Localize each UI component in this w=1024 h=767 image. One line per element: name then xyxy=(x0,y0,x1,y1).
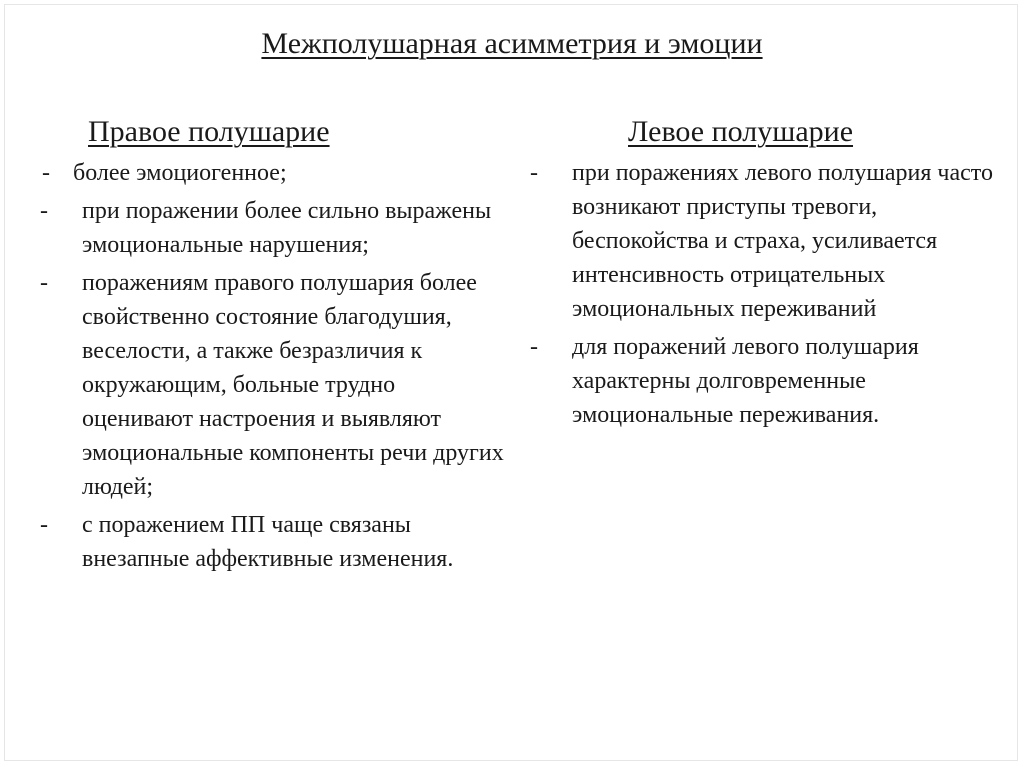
list-item-text: с поражением ПП чаще связаны внезапные аффективные изменения. xyxy=(82,512,454,572)
bullet-dash: - xyxy=(42,160,50,186)
list-item xyxy=(40,508,510,576)
list-item xyxy=(40,156,510,190)
slide-title-text: Межполушарная асимметрия и эмоции xyxy=(261,27,763,60)
bullet-dash: - xyxy=(40,270,48,296)
right-hemisphere-heading xyxy=(88,113,330,151)
bullet-dash: - xyxy=(530,160,538,186)
slide-title xyxy=(0,24,1024,64)
list-item xyxy=(40,266,510,504)
list-item-text: при поражении более сильно выражены эмоциональные нарушения; xyxy=(82,198,492,258)
list-item xyxy=(530,330,1000,432)
list-item-text: при поражениях левого полушария часто возникают приступы тревоги, беспокойства и страха, усиливается интенсивность отрицательных эмоциональных переживаний xyxy=(572,160,993,322)
list-item-text: более эмоциогенное; xyxy=(73,160,287,186)
list-item xyxy=(40,194,510,262)
list-item xyxy=(530,156,1000,326)
list-item-text: для поражений левого полушария характерны долговременные эмоциональные переживания. xyxy=(572,334,919,428)
bullet-dash: - xyxy=(40,198,48,224)
bullet-dash: - xyxy=(40,512,48,538)
left-hemisphere-list xyxy=(530,156,1000,436)
left-hemisphere-heading xyxy=(628,113,853,151)
right-hemisphere-list xyxy=(40,156,510,580)
list-item-text: поражениям правого полушария более свойственно состояние благодушия, веселости, а также безразличия к окружающим, больные трудно оценивают настроения и выявляют эмоциональные компоненты речи других людей; xyxy=(82,270,504,500)
bullet-dash: - xyxy=(530,334,538,360)
left-hemisphere-heading-text: Левое полушарие xyxy=(628,115,854,148)
right-hemisphere-heading-text: Правое полушарие xyxy=(88,115,330,148)
